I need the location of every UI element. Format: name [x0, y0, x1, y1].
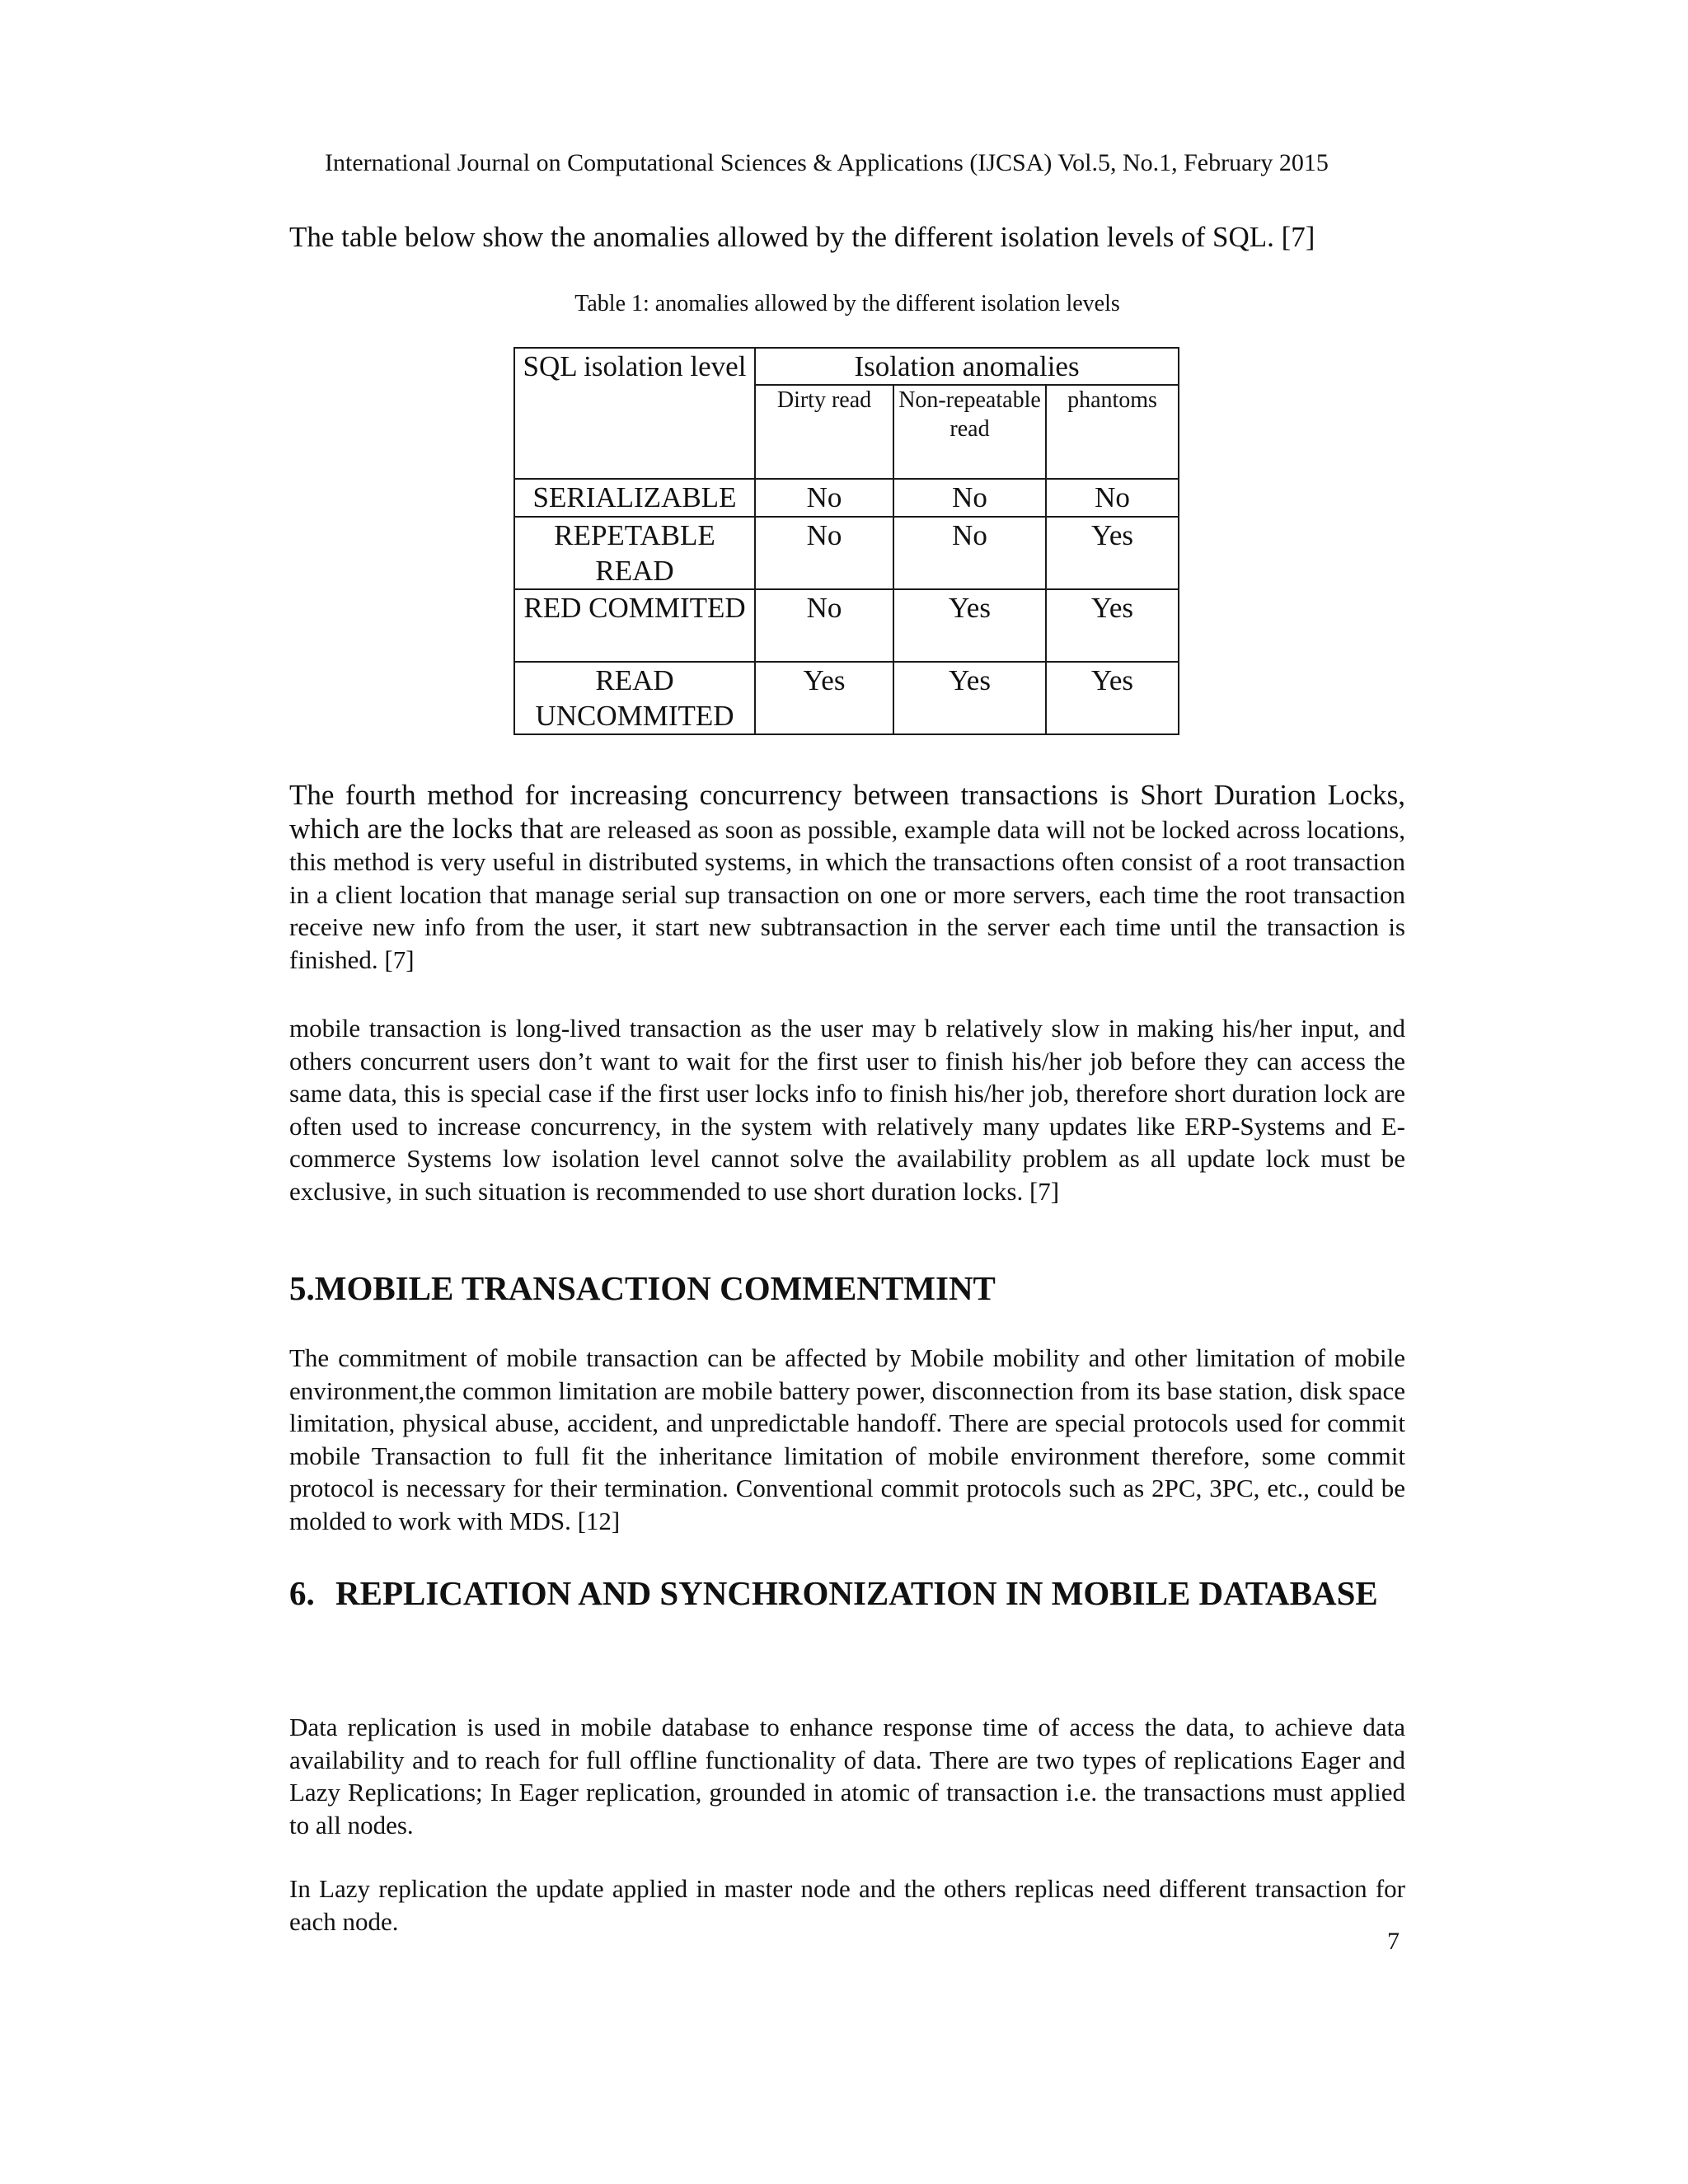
section-6-heading — [289, 1572, 1405, 1614]
header-sql-isolation-level: SQL isolation level — [514, 348, 755, 479]
table-row — [514, 479, 1179, 517]
mobile-transaction-paragraph: mobile transaction is long-lived transaction as the user may b relatively slow in making his/her input, and others concurrent users don’t want to wait for the first user to finish his/her job before they can access the same data, this is special case if the first user locks info to finish his/her job, therefore short duration lock are often used to increase concurrency, in the system with relatively many updates like ERP-Systems and E-commerce Systems low isolation level cannot solve the availability problem as all update lock must be exclusive, in such situation is recommended to use short duration locks. [7] — [289, 1014, 1405, 1206]
commitment-paragraph: The commitment of mobile transaction can be affected by Mobile mobility and other limitation of mobile environment,the common limitation are mobile battery power, disconnection from its base station, disk space limitation, physical abuse, accident, and unpredictable handoff. There are special protocols used for commit mobile Transaction to full fit the inheritance limitation of mobile environment therefore, some commit protocol is necessary for their termination. Conventional commit protocols such as 2PC, 3PC, etc., could be molded to work with MDS. [12] — [289, 1343, 1405, 1535]
row-level-label: SERIALIZABLE — [514, 479, 755, 517]
cell-non-repeatable-read: Yes — [893, 662, 1046, 734]
cell-phantoms: Yes — [1046, 662, 1179, 734]
table-header-row — [514, 348, 1179, 385]
short-duration-locks-paragraph — [289, 779, 1405, 976]
isolation-levels-table — [513, 347, 1179, 735]
table-row — [514, 662, 1179, 734]
table-row — [514, 589, 1179, 662]
cell-non-repeatable-read: Yes — [893, 589, 1046, 662]
cell-dirty-read: No — [755, 479, 893, 517]
header-dirty-read: Dirty read — [755, 385, 893, 479]
cell-dirty-read: Yes — [755, 662, 893, 734]
table-caption: Table 1: anomalies allowed by the different isolation levels — [574, 291, 1120, 316]
paragraph-lead-text: The fourth method for increasing concurrency between transactions is Short Duration Locks, which are the locks that — [289, 779, 1405, 845]
table-row — [514, 517, 1179, 589]
cell-dirty-read: No — [755, 589, 893, 662]
cell-phantoms: No — [1046, 479, 1179, 517]
header-phantoms: phantoms — [1046, 385, 1179, 479]
section-6-title: REPLICATION AND SYNCHRONIZATION IN MOBILE DATABASE — [335, 1574, 1378, 1612]
cell-phantoms: Yes — [1046, 589, 1179, 662]
paragraph-body-text: are released as soon as possible, example data will not be locked across locations, this method is very useful in distributed systems, in which the transactions often consist of a root transaction in a client location that manage serial sup transaction on one or more servers, each time the root transaction receive new info from the user, it start new subtransaction in the server each time until the transaction is finished. [7] — [289, 814, 1405, 974]
cell-dirty-read: No — [755, 517, 893, 589]
section-6-number: 6. — [289, 1574, 315, 1612]
running-header: International Journal on Computational Sciences & Applications (IJCSA) Vol.5, No.1, February 2015 — [325, 149, 1329, 176]
cell-non-repeatable-read: No — [893, 517, 1046, 589]
row-level-label: REPETABLE READ — [514, 517, 755, 589]
page-number: 7 — [1387, 1928, 1400, 1955]
intro-paragraph: The table below show the anomalies allowed by the different isolation levels of SQL. [7] — [289, 221, 1315, 253]
header-isolation-anomalies: Isolation anomalies — [755, 348, 1179, 385]
data-replication-paragraph: Data replication is used in mobile database to enhance response time of access the data, to achieve data availability and to reach for full offline functionality of data. There are two types of replications Eager and Lazy Replications; In Eager replication, grounded in atomic of transaction i.e. the transactions must applied to all nodes. — [289, 1713, 1405, 1840]
cell-non-repeatable-read: No — [893, 479, 1046, 517]
row-level-label: READ UNCOMMITED — [514, 662, 755, 734]
cell-phantoms: Yes — [1046, 517, 1179, 589]
header-non-repeatable-read: Non-repeatable read — [893, 385, 1046, 479]
section-5-heading: 5.MOBILE TRANSACTION COMMENTMINT — [289, 1269, 996, 1307]
lazy-replication-paragraph: In Lazy replication the update applied in master node and the others replicas need different transaction for each node. — [289, 1874, 1405, 1936]
row-level-label: RED COMMITED — [514, 589, 755, 662]
